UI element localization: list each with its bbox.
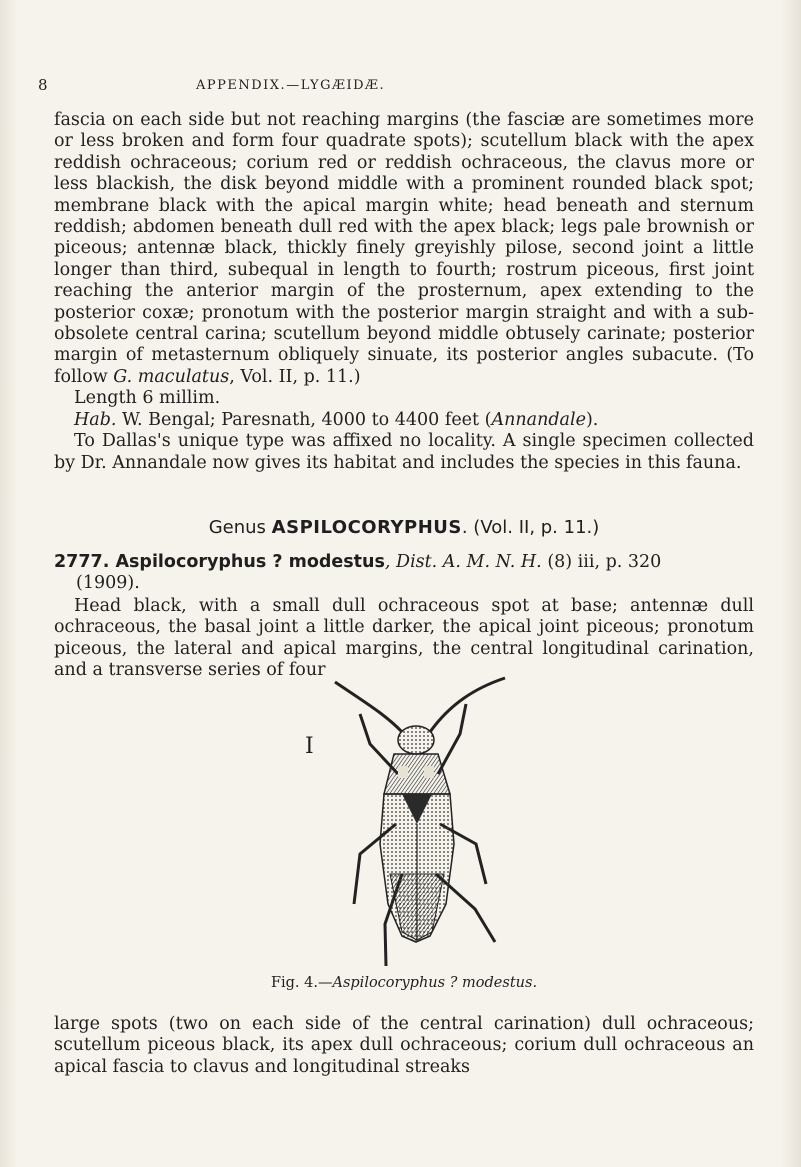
genus-heading (54, 517, 754, 538)
type-note: To Dallas's unique type was affixed no locality. A single specimen collected by Dr. Annandale now gives its habitat and includes the species in this fauna. (54, 431, 754, 473)
habitat-end: ). (585, 409, 599, 430)
genus-name: ASPILOCORYPHUS (271, 517, 462, 538)
habitat-line (54, 410, 754, 431)
insect-pronotum (384, 754, 450, 794)
caption-prefix: Fig. 4.— (270, 975, 333, 991)
description-paragraph-2: Head black, with a small dull ochraceous spot at base; antennæ dull ochraceous, the basal joint a little darker, the apical joint piceous; pronotum piceous, the lateral and apical margins, the central longitudinal carination, and a transverse series of four (54, 596, 754, 681)
description-paragraph (54, 110, 754, 388)
description-text: fascia on each side but not reaching margins (the fasciæ are sometimes more or less broken and form four quadrate spots); scutellum black with the apex reddish ochraceous; corium red or reddish ochraceous, the clavus more or less blackish, the disk beyond middle with a prominent rounded black spot; membrane black with the apical margin white; head beneath and sternum reddish; abdomen beneath dull red with the apex black; legs pale brownish or piceous; antennæ black, thickly finely greyishly pilose, second joint a little longer than third, subequal in length to fourth; rostrum piceous, first joint reaching the anterior margin of the prosternum, apex extending to the posterior coxæ; pronotum with the posterior margin straight and with a sub-obsolete central carina; scutellum beyond middle obtusely carinate; posterior margin of metasternum obliquely sinuate, its posterior angles subacute. (To follow (54, 110, 754, 387)
genus-prefix: Genus (208, 517, 272, 538)
running-head: APPENDIX.—LYGÆIDÆ. (196, 78, 386, 93)
species-number: 2777. (54, 552, 110, 572)
insect-figure (290, 674, 550, 970)
description-block-3 (54, 1014, 754, 1078)
follow-species: G. maculatus (113, 366, 230, 387)
species-citation: (8) iii, p. 320 (541, 552, 662, 572)
page-number: 8 (38, 76, 49, 94)
length-line: Length 6 millim. (74, 388, 221, 409)
insect-head (398, 726, 434, 754)
species-name: Aspilocoryphus ? modestus (109, 552, 385, 572)
species-author: , Dist. A. M. N. H. (384, 552, 542, 572)
caption-species: Aspilocoryphus ? modestus. (332, 975, 538, 991)
habitat-collector: Annandale (491, 409, 586, 430)
habitat-label: Hab. (74, 409, 117, 430)
follow-reference: , Vol. II, p. 11.) (229, 366, 361, 387)
description-block-1 (54, 110, 754, 474)
figure-scale-label: I (305, 734, 314, 759)
figure-caption (54, 975, 754, 991)
right-antenna (430, 678, 505, 732)
leg-front-right (438, 704, 466, 774)
description-block-2 (54, 596, 754, 682)
species-year: (1909). (76, 573, 140, 594)
habitat-text: W. Bengal; Paresnath, 4000 to 4400 feet ( (116, 409, 492, 430)
genus-reference: . (Vol. II, p. 11.) (461, 517, 600, 538)
left-antenna (335, 682, 402, 732)
species-heading (54, 552, 754, 595)
page-header (38, 76, 616, 94)
description-paragraph-3: large spots (two on each side of the central carination) dull ochraceous; scutellum piceous black, its apex dull ochraceous; corium dull ochraceous an apical fascia to clavus and longitudinal streaks (54, 1014, 754, 1077)
